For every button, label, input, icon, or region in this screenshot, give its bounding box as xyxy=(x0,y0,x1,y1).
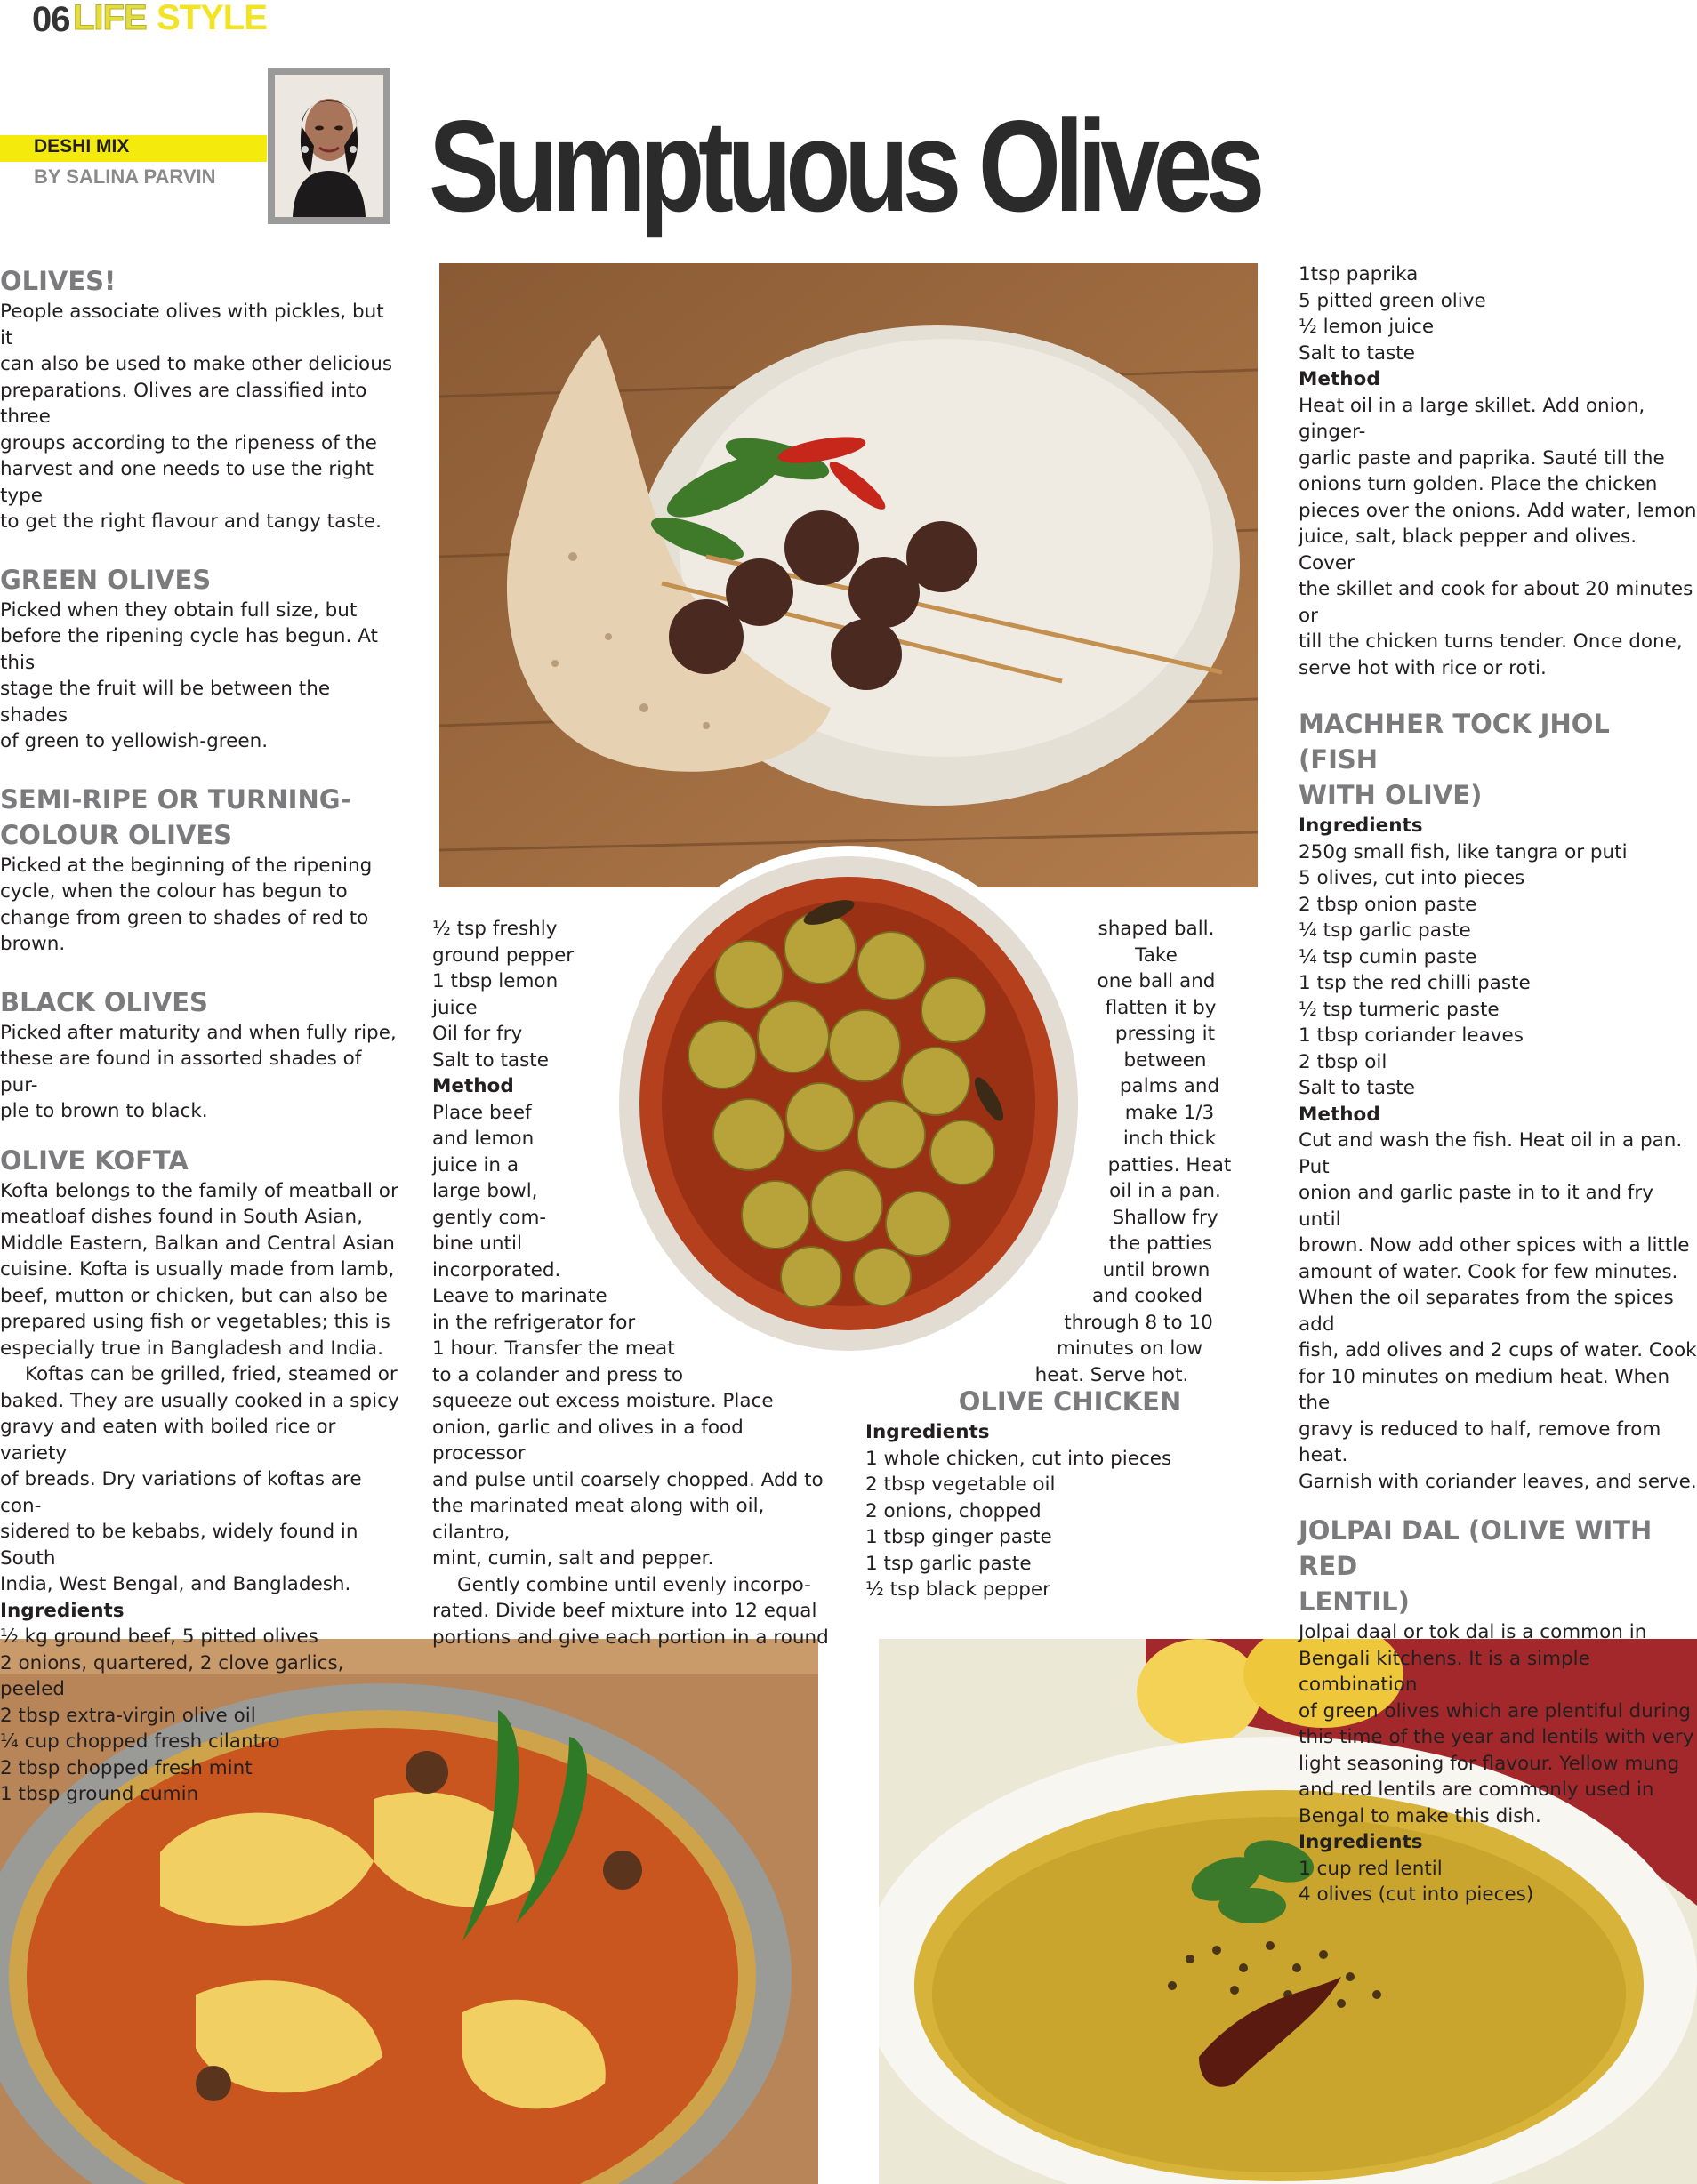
kofta-line: of breads. Dry variations of koftas are con- xyxy=(0,1468,362,1517)
method-line: oil in a pan. xyxy=(1109,1180,1221,1202)
method-line: the patties xyxy=(1108,1233,1213,1255)
ingredient-line: 2 tbsp chopped fresh mint xyxy=(0,1756,253,1779)
method-line: incorporated. xyxy=(432,1258,561,1281)
olive-chicken-heading: OLIVE CHICKEN xyxy=(958,1386,1182,1417)
method-line: patties. Heat xyxy=(1107,1153,1232,1176)
kofta-line: Oil for fry xyxy=(432,1023,523,1045)
olives-heading: OLIVES! xyxy=(0,266,117,296)
method-line: shaped ball. Take xyxy=(1098,918,1215,967)
method-line: onions turn golden. Place the chicken xyxy=(1299,473,1658,495)
method-line: pieces over the onions. Add water, lemon xyxy=(1299,499,1697,522)
ingredient-line: 1 cup red lentil xyxy=(1299,1857,1443,1880)
method-line: heat. Serve hot. xyxy=(1034,1363,1189,1386)
green-line: Picked when they obtain full size, but xyxy=(0,598,358,622)
kofta-line: Salt to taste xyxy=(432,1048,549,1072)
method-line: bine until xyxy=(432,1233,522,1255)
olive-kofta-heading: OLIVE KOFTA xyxy=(0,1144,189,1176)
kofta-line: gravy and eaten with boiled rice or variety xyxy=(0,1416,336,1465)
green-olives-heading: GREEN OLIVES xyxy=(0,564,212,595)
section-title-life: LIFE xyxy=(73,0,147,37)
ingredient-line: 2 tbsp vegetable oil xyxy=(865,1473,1056,1496)
dal-line: Jolpai daal or tok dal is a common in xyxy=(1299,1621,1647,1643)
ingredient-line: 1 whole chicken, cut into pieces xyxy=(865,1447,1172,1470)
method-line: Gently combine until evenly incorpo- xyxy=(457,1573,811,1596)
intro-line: can also be used to make other delicious xyxy=(0,353,393,375)
ingredient-line: ½ kg ground beef, 5 pitted olives xyxy=(0,1626,318,1648)
ingredient-line: Salt to taste xyxy=(1299,341,1415,365)
method-line: When the oil separates from the spices add xyxy=(1299,1287,1674,1336)
method-line: palms and xyxy=(1119,1075,1220,1097)
method-line: squeeze out excess moisture. Place xyxy=(432,1390,774,1412)
ingredient-line: ½ tsp black pepper xyxy=(865,1578,1050,1601)
method-line: flatten it by xyxy=(1105,996,1217,1019)
ingredient-line: 2 onions, quartered, 2 clove garlics, peeled xyxy=(0,1651,344,1700)
kofta-line: Middle Eastern, Balkan and Central Asian xyxy=(0,1232,395,1255)
olive-chicken-section xyxy=(865,1384,1257,1603)
method-line: Place beef xyxy=(432,1101,532,1124)
ingredient-line: 250g small fish, like tangra or puti xyxy=(1299,840,1628,863)
dal-line: Bengali kitchens. It is a simple combination xyxy=(1299,1647,1590,1696)
semi-line: brown. xyxy=(0,933,66,955)
fish-method-label: Method xyxy=(1299,1103,1380,1126)
kofta-line: especially true in Bangladesh and India. xyxy=(0,1337,383,1360)
method-line: and pulse until coarsely chopped. Add to xyxy=(432,1468,824,1491)
method-line: Garnish with coriander leaves, and serve. xyxy=(1299,1470,1697,1493)
method-line: make 1/3 xyxy=(1124,1101,1215,1124)
method-line: till the chicken turns tender. Once done, xyxy=(1299,630,1683,653)
method-line: large bowl, xyxy=(432,1180,538,1202)
method-line: in the refrigerator for xyxy=(432,1311,636,1334)
ingredient-line: 2 onions, chopped xyxy=(865,1499,1042,1522)
method-line: juice, salt, black pepper and olives. Cover xyxy=(1299,526,1637,574)
semi-line: cycle, when the colour has begun to xyxy=(0,880,348,903)
method-line: amount of water. Cook for few minutes. xyxy=(1299,1260,1678,1283)
kofta-line: beef, mutton or chicken, but can also be xyxy=(0,1284,388,1307)
method-line: juice in a xyxy=(432,1153,519,1176)
method-line: and lemon xyxy=(432,1128,535,1150)
dal-ingredients-label: Ingredients xyxy=(1299,1831,1423,1853)
ingredient-line: 2 tbsp extra-virgin olive oil xyxy=(0,1704,256,1727)
column-label: DESHI MIX xyxy=(34,136,130,157)
semi-line: change from green to shades of red to xyxy=(0,906,369,929)
method-line: fish, add olives and 2 cups of water. Cook xyxy=(1299,1339,1697,1361)
intro-line: preparations. Olives are classified into three xyxy=(0,379,367,428)
ingredient-line: Salt to taste xyxy=(1299,1077,1415,1099)
page-number: 06 xyxy=(32,0,70,39)
kofta-line: meatloaf dishes found in South Asian, xyxy=(0,1206,363,1228)
byline: BY SALINA PARVIN xyxy=(34,165,216,188)
ingredient-line: 1tsp paprika xyxy=(1299,263,1419,285)
dal-line: and red lentils are commonly used in xyxy=(1299,1779,1654,1801)
intro-line: harvest and one needs to use the right type xyxy=(0,458,374,507)
dal-line: this time of the year and lentils with very xyxy=(1299,1726,1694,1748)
ingredient-line: 1 tbsp ginger paste xyxy=(865,1526,1052,1548)
method-line: minutes on low xyxy=(1056,1337,1203,1360)
ingredient-line: 1 tbsp coriander leaves xyxy=(1299,1024,1524,1047)
green-line: before the ripening cycle has begun. At this xyxy=(0,625,378,674)
method-line: the marinated meat along with oil, cilantro, xyxy=(432,1495,765,1544)
kofta-line: cuisine. Kofta is usually made from lamb, xyxy=(0,1258,395,1281)
intro-line: People associate olives with pickles, but it xyxy=(0,301,384,349)
chicken-ingredients-label: Ingredients xyxy=(865,1421,990,1443)
method-line: pressing it xyxy=(1114,1023,1216,1045)
kofta-line: Kofta belongs to the family of meatball or xyxy=(0,1179,398,1202)
kofta-line: 1 tbsp lemon xyxy=(432,970,559,992)
headline: Sumptuous Olives xyxy=(429,93,1259,238)
kofta-method-label: Method xyxy=(432,1075,514,1097)
fish-heading-2: WITH OLIVE) xyxy=(1299,780,1483,810)
kofta-line: ½ tsp freshly xyxy=(432,918,558,940)
intro-line: groups according to the ripeness of the xyxy=(0,431,377,454)
method-line: Shallow fry xyxy=(1112,1206,1218,1229)
chicken-method-label: Method xyxy=(1299,368,1380,390)
ingredient-line: ¼ cup chopped fresh cilantro xyxy=(0,1730,280,1753)
ingredient-line: 4 olives (cut into pieces) xyxy=(1299,1883,1534,1906)
kofta-line: baked. They are usually cooked in a spicy xyxy=(0,1389,399,1412)
method-line: through 8 to 10 xyxy=(1064,1311,1213,1334)
kofta-line: sidered to be kebabs, widely found in South xyxy=(0,1521,358,1570)
ingredient-line: 1 tbsp ground cumin xyxy=(0,1783,199,1805)
fish-ingredients-label: Ingredients xyxy=(1299,815,1423,837)
ingredient-line: ¼ tsp cumin paste xyxy=(1299,945,1477,968)
dal-line: Bengal to make this dish. xyxy=(1299,1804,1541,1827)
semi-ripe-heading-2: COLOUR OLIVES xyxy=(0,819,233,850)
kofta-photo xyxy=(439,263,1258,887)
method-line: rated. Divide beef mixture into 12 equal xyxy=(432,1600,817,1622)
kofta-line: India, West Bengal, and Bangladesh. xyxy=(0,1573,351,1595)
ingredient-line: ½ tsp turmeric paste xyxy=(1299,998,1500,1021)
method-line: one ball and xyxy=(1097,970,1216,992)
method-line: until brown xyxy=(1102,1258,1210,1281)
kofta-line: prepared using fish or vegetables; this is xyxy=(0,1311,390,1333)
dal-heading: JOLPAI DAL (OLIVE WITH RED xyxy=(1299,1515,1653,1581)
method-line: portions and give each portion in a round xyxy=(432,1626,829,1649)
column-2 xyxy=(432,916,841,1650)
ingredient-line: ¼ tsp garlic paste xyxy=(1299,919,1471,942)
semi-line: Picked at the beginning of the ripening xyxy=(0,854,373,877)
ingredient-line: 1 tsp garlic paste xyxy=(865,1552,1032,1575)
method-line: and cooked xyxy=(1092,1285,1202,1307)
green-line: stage the fruit will be between the shades xyxy=(0,678,331,727)
ingredient-line: 5 pitted green olive xyxy=(1299,289,1486,312)
fish-heading: MACHHER TOCK JHOL (FISH xyxy=(1299,709,1610,775)
column-3 xyxy=(1023,916,1236,1388)
black-line: ple to brown to black. xyxy=(0,1100,208,1122)
intro-line: to get the right flavour and tangy taste. xyxy=(0,510,382,533)
column-1 xyxy=(0,263,400,1808)
method-line: onion and garlic paste in to it and fry until xyxy=(1299,1182,1653,1231)
method-line: brown. Now add other spices with a little xyxy=(1299,1234,1690,1257)
column-4 xyxy=(1299,261,1697,1908)
method-line: inch thick xyxy=(1122,1128,1217,1150)
method-line: Cut and wash the fish. Heat oil in a pan. Put xyxy=(1299,1129,1683,1178)
method-line: the skillet and cook for about 20 minutes or xyxy=(1299,578,1693,627)
method-line: gravy is reduced to half, remove from heat. xyxy=(1299,1417,1661,1466)
method-line: Heat oil in a large skillet. Add onion, ginger- xyxy=(1299,394,1645,443)
kofta-ingredients-label: Ingredients xyxy=(0,1599,125,1622)
method-line: Leave to marinate xyxy=(432,1285,607,1307)
method-line: to a colander and press to xyxy=(432,1363,684,1386)
dal-line: light seasoning for flavour. Yellow mung xyxy=(1299,1752,1680,1775)
kofta-line: juice xyxy=(432,996,478,1019)
semi-ripe-heading: SEMI-RIPE OR TURNING- xyxy=(0,783,351,815)
section-title-style: STYLE xyxy=(157,0,267,37)
kofta-line: ground pepper xyxy=(432,943,575,967)
method-line: between xyxy=(1123,1048,1207,1072)
method-line: 1 hour. Transfer the meat xyxy=(432,1337,675,1360)
method-line: mint, cumin, salt and pepper. xyxy=(432,1547,714,1570)
method-line: serve hot with rice or roti. xyxy=(1299,656,1547,679)
black-olives-heading: BLACK OLIVES xyxy=(0,986,208,1017)
ingredient-line: ½ lemon juice xyxy=(1299,316,1435,338)
method-line: gently com- xyxy=(432,1206,547,1229)
method-line: garlic paste and paprika. Sauté till the xyxy=(1299,446,1665,470)
ingredient-line: 2 tbsp onion paste xyxy=(1299,893,1477,916)
ingredient-line: 1 tsp the red chilli paste xyxy=(1299,972,1531,994)
method-line: for 10 minutes on medium heat. When the xyxy=(1299,1365,1670,1414)
dal-heading-2: LENTIL) xyxy=(1299,1586,1410,1617)
dal-line: of green olives which are plentiful during xyxy=(1299,1699,1691,1722)
kofta-line: Koftas can be grilled, fried, steamed or xyxy=(25,1363,398,1385)
author-portrait xyxy=(268,68,390,224)
black-line: these are found in assorted shades of pur- xyxy=(0,1048,362,1096)
method-line: onion, garlic and olives in a food processor xyxy=(432,1416,744,1465)
black-line: Picked after maturity and when fully ripe, xyxy=(0,1021,397,1044)
ingredient-line: 5 olives, cut into pieces xyxy=(1299,867,1525,889)
green-line: of green to yellowish-green. xyxy=(0,730,269,752)
ingredient-line: 2 tbsp oil xyxy=(1299,1050,1387,1073)
